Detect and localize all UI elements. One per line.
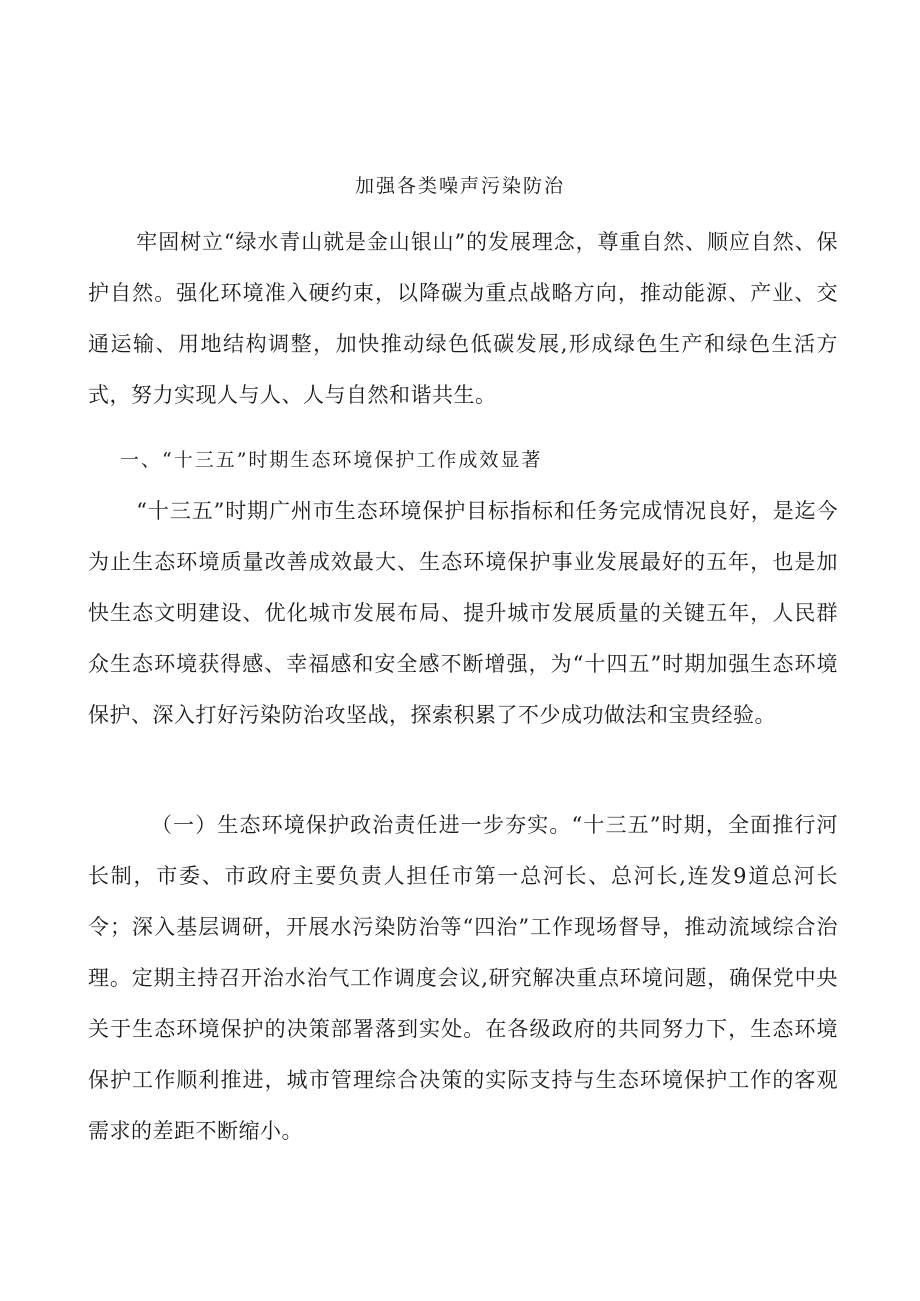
subsection-paragraph: （一）生态环境保护政治责任进一步夯实。“十三五”时期，全面推行河长制，市委、市政府主要负责人担任市第一总河长、总河长,连发9道总河长令；深入基层调研，开展水污染防治等“四治”工作现场督导，推动流域综合治理。定期主持召开治水治气工作调度会议,研究解决重点环境问题，确保党中央关于生态环境保护的决策部署落到实处。在各级政府的共同努力下，生态环境保护工作顺利推进，城市管理综合决策的实际支持与生态环境保护工作的客观需求的差距不断缩小。 bbox=[88, 813, 838, 1143]
section-heading: 一、“十三五”时期生态环境保护工作成效显著 bbox=[120, 449, 543, 471]
section-paragraph: “十三五”时期广州市生态环境保护目标指标和任务完成情况良好，是迄今为止生态环境质量改善成效最大、生态环境保护事业发展最好的五年，也是加快生态文明建设、优化城市发展布局、提升城市发展质量的关键五年，人民群众生态环境获得感、幸福感和安全感不断增强，为“十四五”时期加强生态环境保护、深入打好污染防治攻坚战，探索积累了不少成功做法和宝贵经验。 bbox=[88, 499, 838, 727]
document-title: 加强各类噪声污染防治 bbox=[354, 175, 565, 197]
intro-paragraph: 牢固树立“绿水青山就是金山银山”的发展理念，尊重自然、顺应自然、保护自然。强化环境准入硬约束，以降碳为重点战略方向，推动能源、产业、交通运输、用地结构调整，加快推动绿色低碳发展,形成绿色生产和绿色生活方式，努力实现人与人、人与自然和谐共生。 bbox=[88, 230, 838, 407]
